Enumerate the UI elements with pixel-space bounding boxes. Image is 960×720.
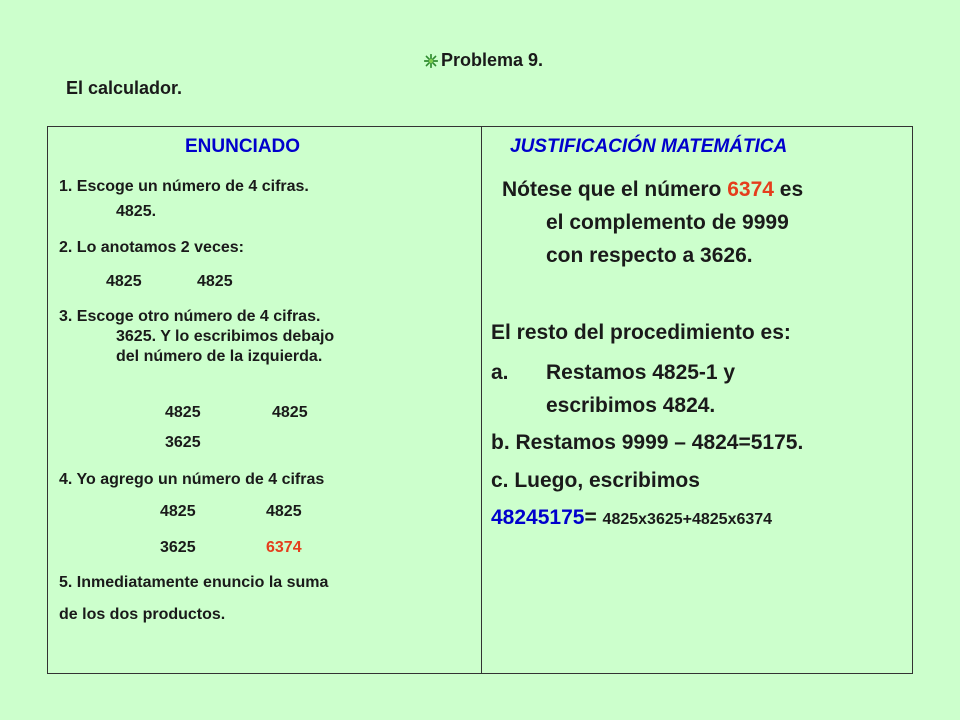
step-5-line-1: 5. Inmediatamente enuncio la suma (59, 574, 329, 591)
step-5-line-2: de los dos productos. (59, 606, 226, 623)
result-equals: = (584, 506, 603, 529)
slide-subtitle: El calculador. (66, 78, 183, 98)
rest-intro: El resto del procedimiento es: (491, 321, 791, 344)
step-4-value-a: 4825 (160, 503, 196, 520)
step-4-value-d: 6374 (266, 539, 302, 556)
result-number: 48245175 (491, 506, 585, 529)
step-2-value-b: 4825 (197, 273, 233, 290)
justification-column (482, 127, 912, 673)
justification-heading: JUSTIFICACIÓN MATEMÁTICA (510, 136, 788, 157)
statement-heading: ENUNCIADO (185, 136, 301, 157)
step-2-value-a: 4825 (106, 273, 142, 290)
statement-column (48, 127, 482, 673)
step-3-value-b: 4825 (272, 404, 308, 421)
step-1-value: 4825. (116, 203, 157, 220)
note-suffix: es (773, 178, 804, 201)
item-a-marker: a. (491, 361, 509, 384)
step-3-line-3: del número de la izquierda. (116, 348, 323, 365)
step-4-value-b: 4825 (266, 503, 302, 520)
note-prefix: Nótese que el número (502, 178, 728, 201)
note-number: 6374 (727, 178, 774, 201)
note-line-3: con respecto a 3626. (546, 244, 753, 267)
step-3-line-2: 3625. Y lo escribimos debajo (116, 328, 335, 345)
item-c: c. Luego, escribimos (491, 469, 700, 492)
green-star-icon (424, 54, 438, 68)
result-line (491, 503, 772, 534)
step-4: 4. Yo agrego un número de 4 cifras (59, 471, 325, 488)
note-line-2: el complemento de 9999 (546, 211, 789, 234)
item-a-line-2: escribimos 4824. (546, 394, 716, 417)
problem-table (47, 126, 913, 674)
item-b: b. Restamos 9999 – 4824=5175. (491, 431, 804, 454)
step-4-value-c: 3625 (160, 539, 196, 556)
title-text: Problema 9. (441, 50, 544, 70)
step-1: 1. Escoge un número de 4 cifras. (59, 178, 309, 195)
result-formula: 4825x3625+4825x6374 (602, 511, 773, 528)
step-2: 2. Lo anotamos 2 veces: (59, 239, 244, 256)
step-3-value-c: 3625 (165, 434, 201, 451)
step-3-value-a: 4825 (165, 404, 201, 421)
step-3-line-1: 3. Escoge otro número de 4 cifras. (59, 308, 321, 325)
item-a-line-1: Restamos 4825-1 y (546, 361, 736, 384)
slide-title (424, 50, 543, 71)
note-line-1 (502, 175, 803, 204)
